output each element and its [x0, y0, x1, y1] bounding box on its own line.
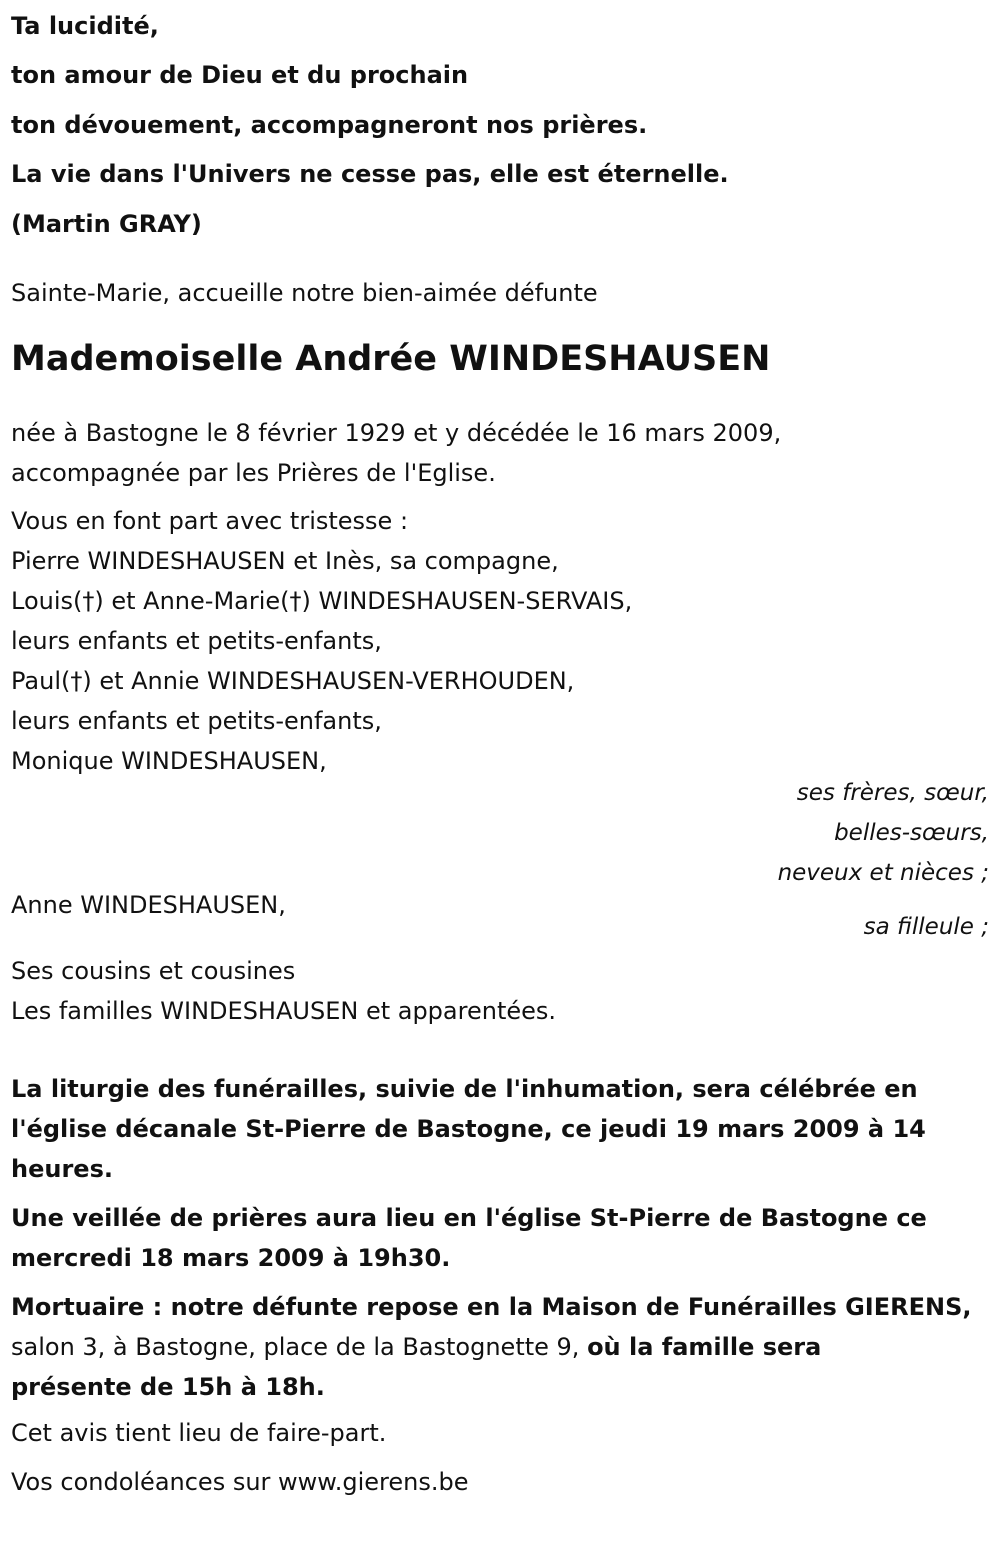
poem-line: La vie dans l'Univers ne cesse pas, elle est éternelle.: [11, 160, 729, 189]
goddaughter-name: Anne WINDESHAUSEN,: [11, 891, 286, 920]
obituary-notice: [11, 0, 991, 1502]
vigil-paragraph: [11, 1198, 991, 1278]
condolences-line: Vos condoléances sur www.gierens.be: [11, 1468, 469, 1497]
notice-line: Cet avis tient lieu de faire-part.: [11, 1419, 387, 1448]
funeral-details: [11, 1069, 991, 1407]
mortuary-family-note: où la famille sera: [587, 1333, 822, 1362]
family-line: leurs enfants et petits-enfants,: [11, 627, 382, 656]
family-line: Pierre WINDESHAUSEN et Inès, sa compagne,: [11, 547, 559, 576]
vigil-line: mercredi 18 mars 2009 à 19h30.: [11, 1244, 451, 1273]
mortuary-line: [11, 1327, 991, 1367]
intro-line: Sainte-Marie, accueille notre bien-aimée défunte: [11, 279, 598, 308]
birth-death-line: née à Bastogne le 8 février 1929 et y décédée le 16 mars 2009,: [11, 419, 782, 448]
poem-quote: [11, 0, 991, 249]
birth-death-info: [11, 413, 991, 493]
goddaughter-relation: sa filleule ;: [863, 914, 989, 941]
family-line: Louis(†) et Anne-Marie(†) WINDESHAUSEN-SERVAIS,: [11, 587, 633, 616]
mortuary-address: salon 3, à Bastogne, place de la Bastognette 9,: [11, 1333, 588, 1362]
mortuary-line: présente de 15h à 18h.: [11, 1373, 325, 1402]
poem-line: ton amour de Dieu et du prochain: [11, 61, 469, 90]
family-line: Monique WINDESHAUSEN,: [11, 747, 327, 776]
poem-author: (Martin GRAY): [11, 209, 202, 238]
vigil-line: Une veillée de prières aura lieu en l'église St-Pierre de Bastogne ce: [11, 1204, 927, 1233]
liturgy-line: heures.: [11, 1155, 113, 1184]
mortuary-line: Mortuaire : notre défunte repose en la Maison de Funérailles GIERENS,: [11, 1293, 972, 1322]
relation-line: belles-sœurs,: [834, 820, 989, 847]
family-line: Paul(†) et Annie WINDESHAUSEN-VERHOUDEN,: [11, 667, 575, 696]
family-announcement: [11, 501, 991, 1031]
mortuary-paragraph: [11, 1287, 991, 1407]
liturgy-line: l'église décanale St-Pierre de Bastogne, ce jeudi 19 mars 2009 à 14: [11, 1115, 926, 1144]
liturgy-line: La liturgie des funérailles, suivie de l'inhumation, sera célébrée en: [11, 1075, 918, 1104]
liturgy-paragraph: [11, 1069, 991, 1189]
poem-line: Ta lucidité,: [11, 12, 159, 40]
family-line: Ses cousins et cousines: [11, 957, 296, 986]
deceased-name: Mademoiselle Andrée WINDESHAUSEN: [11, 339, 771, 380]
birth-death-line: accompagnée par les Prières de l'Eglise.: [11, 459, 496, 488]
family-line: Vous en font part avec tristesse :: [11, 507, 409, 536]
family-line: leurs enfants et petits-enfants,: [11, 707, 382, 736]
poem-line: ton dévouement, accompagneront nos prières.: [11, 110, 648, 139]
relation-line: ses frères, sœur,: [796, 780, 989, 807]
family-line: Les familles WINDESHAUSEN et apparentées.: [11, 997, 557, 1026]
relation-line: neveux et nièces ;: [777, 860, 989, 887]
